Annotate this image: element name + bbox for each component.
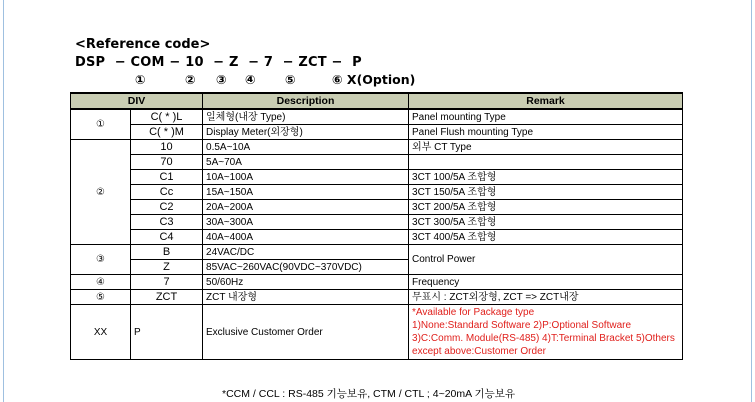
- remark-cell: 외부 CT Type: [409, 140, 683, 155]
- table-header-row: [71, 93, 683, 109]
- remark-cell: 3CT 200/5A 조합형: [409, 200, 683, 215]
- header-description: Description: [203, 93, 409, 109]
- group-id: ②: [71, 140, 131, 245]
- position-number-2: ②: [185, 72, 196, 87]
- code-cell: C( * )M: [131, 125, 203, 140]
- description-cell: 40A~400A: [203, 230, 409, 245]
- option-remark-line: 1)None:Standard Software 2)P:Optional Software: [412, 320, 632, 331]
- description-cell: ZCT 내장형: [203, 290, 409, 305]
- table-row: [71, 109, 683, 125]
- table-row: [71, 140, 683, 155]
- remark-cell: Control Power: [409, 245, 683, 275]
- code-cell: P: [131, 305, 203, 360]
- remark-cell: 3CT 400/5A 조합형: [409, 230, 683, 245]
- header-div: DIV: [71, 93, 203, 109]
- position-number-3: ③: [216, 72, 227, 87]
- description-cell: 24VAC/DC: [203, 245, 409, 260]
- code-cell: Cc: [131, 185, 203, 200]
- description-cell: 85VAC~260VAC(90VDC~370VDC): [203, 260, 409, 275]
- code-cell: C2: [131, 200, 203, 215]
- code-cell: C4: [131, 230, 203, 245]
- table-row-option: [71, 305, 683, 360]
- option-remark-cell: [409, 305, 683, 360]
- header-remark: Remark: [409, 93, 683, 109]
- table-row: [71, 125, 683, 140]
- remark-cell: [409, 155, 683, 170]
- remark-cell: Panel Flush mounting Type: [409, 125, 683, 140]
- table-row: [71, 155, 683, 170]
- table-row: [71, 245, 683, 260]
- remark-cell: 3CT 300/5A 조합형: [409, 215, 683, 230]
- description-cell: 일체형(내장 Type): [203, 109, 409, 125]
- code-cell: 7: [131, 275, 203, 290]
- reference-code-title: <Reference code>: [75, 37, 211, 52]
- table-row: [71, 170, 683, 185]
- right-page-border: [751, 0, 752, 402]
- code-cell: 10: [131, 140, 203, 155]
- remark-cell: 3CT 100/5A 조합형: [409, 170, 683, 185]
- code-cell: 70: [131, 155, 203, 170]
- code-cell: Z: [131, 260, 203, 275]
- position-number-5: ⑤: [285, 72, 296, 87]
- code-cell: C1: [131, 170, 203, 185]
- position-number-1: ①: [135, 72, 146, 87]
- left-page-border: [3, 0, 4, 402]
- group-id: ④: [71, 275, 131, 290]
- option-remark-line: *Available for Package type: [412, 307, 535, 318]
- remark-cell: Frequency: [409, 275, 683, 290]
- table-row: [71, 230, 683, 245]
- table-row: [71, 215, 683, 230]
- description-cell: Exclusive Customer Order: [203, 305, 409, 360]
- table-row: [71, 185, 683, 200]
- table-row: [71, 290, 683, 305]
- description-cell: 30A~300A: [203, 215, 409, 230]
- code-cell: C( * )L: [131, 109, 203, 125]
- option-remark-line: 3)C:Comm. Module(RS-485) 4)T:Terminal Bracket 5)Others except above:Customer Order: [412, 333, 675, 357]
- remark-cell: Panel mounting Type: [409, 109, 683, 125]
- footnote: *CCM / CCL : RS-485 기능보유, CTM / CTL ; 4~20mA 기능보유: [222, 388, 516, 400]
- remark-cell: 3CT 150/5A 조합형: [409, 185, 683, 200]
- description-cell: 5A~70A: [203, 155, 409, 170]
- code-cell: C3: [131, 215, 203, 230]
- description-cell: 0.5A~10A: [203, 140, 409, 155]
- table-row: [71, 275, 683, 290]
- group-id: ⑤: [71, 290, 131, 305]
- description-cell: 15A~150A: [203, 185, 409, 200]
- description-cell: Display Meter(외장형): [203, 125, 409, 140]
- description-cell: 20A~200A: [203, 200, 409, 215]
- group-id: XX: [71, 305, 131, 360]
- remark-cell: 무표시 : ZCT외장형, ZCT => ZCT내장: [409, 290, 683, 305]
- code-cell: ZCT: [131, 290, 203, 305]
- group-id: ③: [71, 245, 131, 275]
- reference-code-table: [70, 92, 683, 360]
- position-number-4: ④: [245, 72, 256, 87]
- group-id: ①: [71, 109, 131, 140]
- reference-code-line: DSP − COM − 10 − Z − 7 − ZCT − P: [75, 55, 362, 70]
- description-cell: 10A~100A: [203, 170, 409, 185]
- description-cell: 50/60Hz: [203, 275, 409, 290]
- code-cell: B: [131, 245, 203, 260]
- table-row: [71, 200, 683, 215]
- position-number-6-option: ⑥ X(Option): [332, 72, 416, 87]
